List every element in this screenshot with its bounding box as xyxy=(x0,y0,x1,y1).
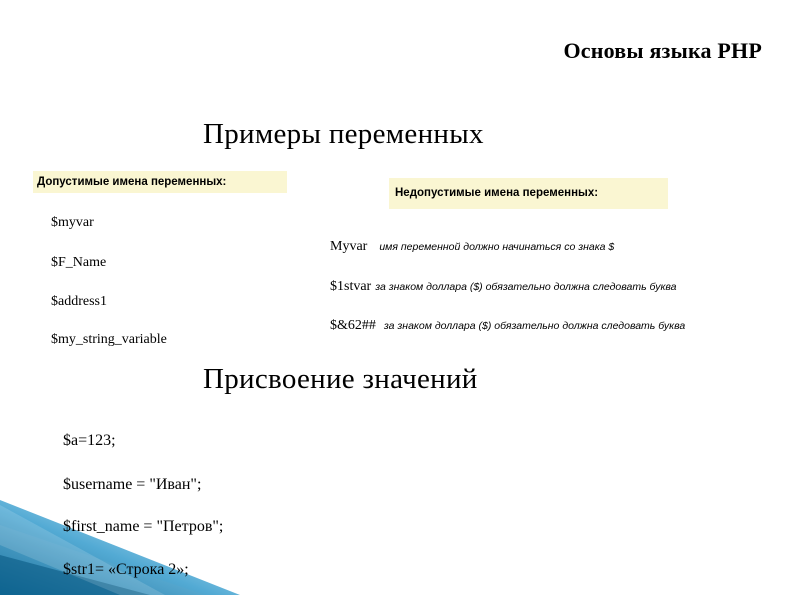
valid-name-item: $myvar xyxy=(51,215,94,230)
assignment-line: $first_name = "Петров"; xyxy=(63,518,224,535)
invalid-reason: за знаком доллара ($) обязательно должна следовать буква xyxy=(383,320,686,332)
invalid-name: $1stvar xyxy=(330,279,372,294)
invalid-name: Myvar xyxy=(330,239,368,254)
valid-name-item: $F_Name xyxy=(51,255,107,270)
invalid-reason: имя переменной должно начинаться со знака $ xyxy=(379,241,615,253)
invalid-name-row xyxy=(330,316,685,334)
invalid-reason: за знаком доллара ($) обязательно должна следовать буква xyxy=(375,281,677,293)
page-header: Основы языка PHP xyxy=(563,38,762,63)
assignment-line: $str1= «Строка 2»; xyxy=(63,561,189,578)
section-title-examples: Примеры переменных xyxy=(203,118,484,150)
invalid-name-row xyxy=(330,237,614,255)
section-title-assignment: Присвоение значений xyxy=(203,363,478,395)
valid-name-item: $address1 xyxy=(51,294,107,309)
valid-name-item: $my_string_variable xyxy=(51,332,167,347)
assignment-line: $username = "Иван"; xyxy=(63,476,202,493)
valid-names-label: Допустимые имена переменных: xyxy=(33,171,287,193)
invalid-name: $&62## xyxy=(330,318,376,333)
invalid-names-label: Недопустимые имена переменных: xyxy=(389,178,668,209)
assignment-line: $a=123; xyxy=(63,432,116,449)
invalid-name-row xyxy=(330,277,677,295)
